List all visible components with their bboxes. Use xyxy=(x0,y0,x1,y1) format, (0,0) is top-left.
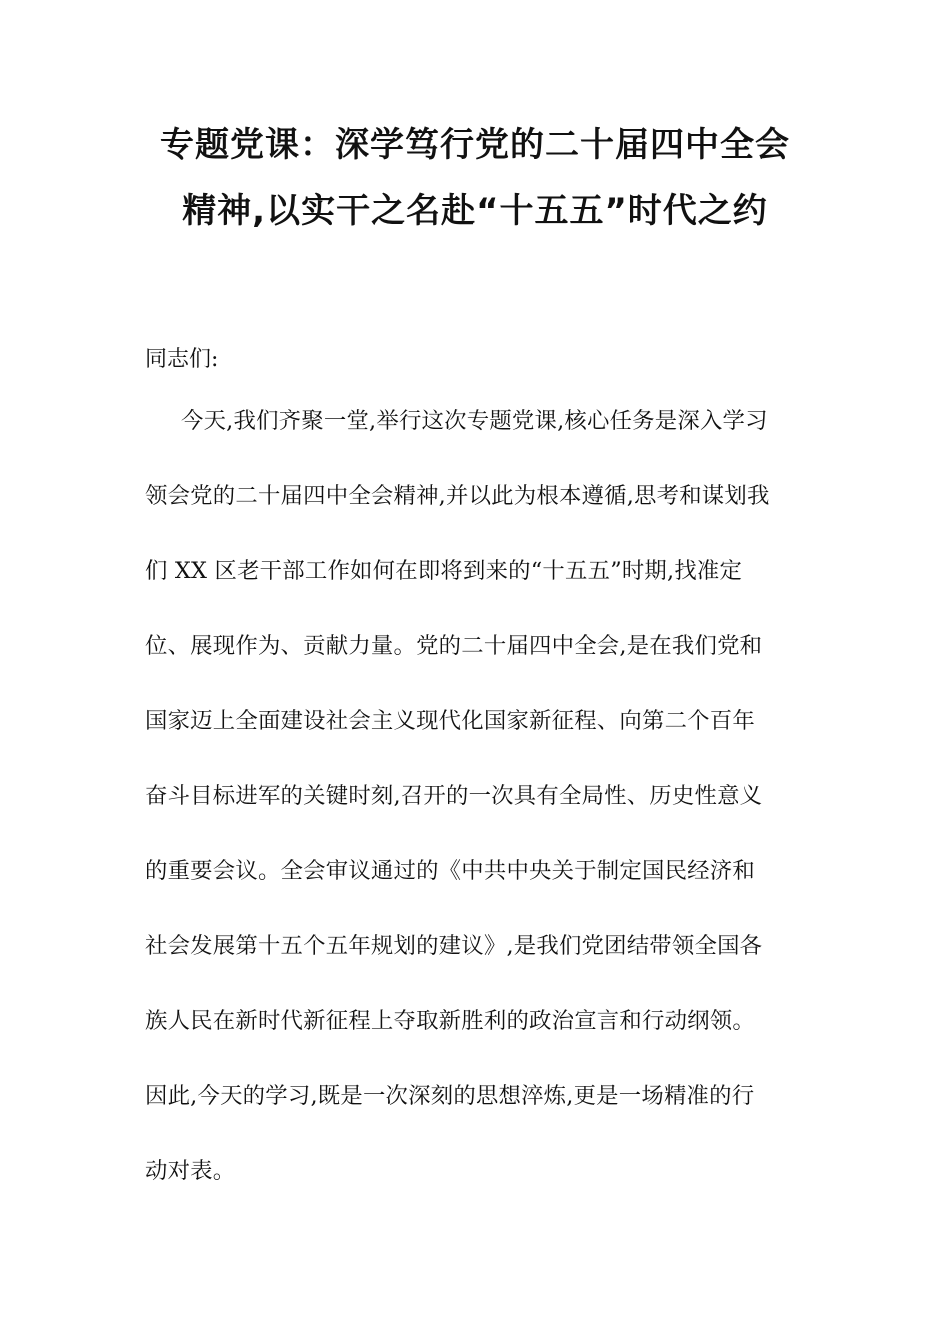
paragraph-line: 国家迈上全面建设社会主义现代化国家新征程、向第二个百年 xyxy=(145,708,755,734)
title-line-1: 专题党课：深学笃行党的二十届四中全会 xyxy=(160,125,790,165)
paragraph-line: 领会党的二十届四中全会精神,并以此为根本遵循,思考和谋划我 xyxy=(145,483,770,509)
body-paragraph xyxy=(145,400,805,1225)
title-line-2: 精神,以实干之名赴“十五五”时代之约 xyxy=(182,191,768,231)
paragraph-line: 的重要会议。全会审议通过的《中共中央关于制定国民经济和 xyxy=(145,858,755,884)
document-title xyxy=(120,112,830,244)
paragraph-line: 动对表。 xyxy=(145,1158,236,1184)
paragraph-line: 今天,我们齐聚一堂,举行这次专题党课,核心任务是深入学习 xyxy=(181,408,768,434)
paragraph-line: 族人民在新时代新征程上夺取新胜利的政治宣言和行动纲领。 xyxy=(145,1008,755,1034)
paragraph-line: 社会发展第十五个五年规划的建议》,是我们党团结带领全国各 xyxy=(145,933,763,959)
paragraph-line: 们 XX 区老干部工作如何在即将到来的“十五五”时期,找准定 xyxy=(145,558,743,584)
paragraph-line: 因此,今天的学习,既是一次深刻的思想淬炼,更是一场精准的行 xyxy=(145,1083,755,1109)
salutation: 同志们: xyxy=(145,347,219,372)
paragraph-line: 奋斗目标进军的关键时刻,召开的一次具有全局性、历史性意义 xyxy=(145,783,763,809)
paragraph-line: 位、展现作为、贡献力量。党的二十届四中全会,是在我们党和 xyxy=(145,633,763,659)
